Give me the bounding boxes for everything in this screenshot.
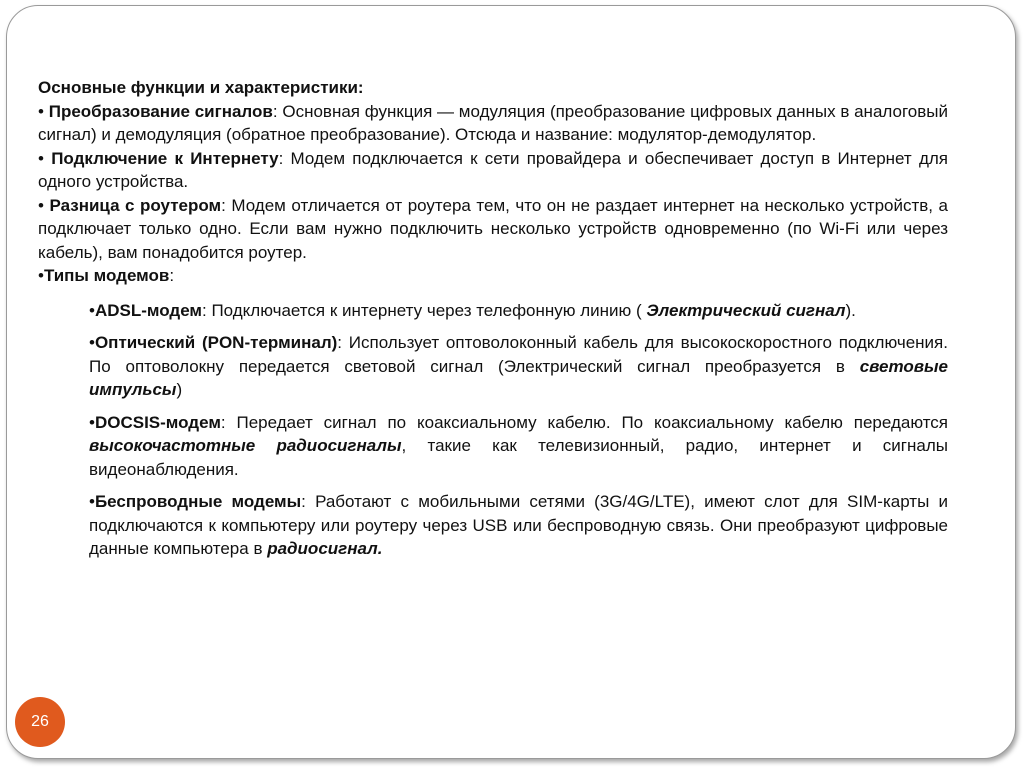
modem-type-optical bbox=[89, 331, 948, 402]
modem-type-text: : Использует оптоволоконный кабель для высокоскоростного подключения. По оптоволокну передается световой сигнал (Электрический сигнал преобразуется в bbox=[89, 333, 948, 376]
modem-type-label: DOCSIS-модем bbox=[94, 412, 221, 432]
list-item-router-difference bbox=[38, 194, 948, 265]
modem-type-docsis bbox=[89, 411, 948, 482]
types-title bbox=[38, 264, 948, 288]
modem-type-label: Беспроводные модемы bbox=[94, 492, 302, 511]
modem-type-text: : Работают с мобильными сетями (3G/4G/LTE), имеют слот для SIM-карты и подключаются к компьютеру или роутеру через USB или беспроводную связь. Они преобразуют цифровые данные компьютера в bbox=[89, 492, 948, 558]
modem-type-emphasis: Электрический сигнал bbox=[646, 300, 846, 320]
item-text: Модем отличается от роутера тем, что он не раздает интернет на несколько устройств, а подключает только одно. Если вам нужно подключить несколько устройств одновременно (по Wi-Fi или через кабель), вам понадобится роутер. bbox=[38, 195, 948, 262]
bullet: • bbox=[38, 266, 44, 285]
modem-type-label: ADSL-модем bbox=[94, 300, 202, 320]
item-separator: : bbox=[278, 148, 291, 168]
modem-type-wireless bbox=[89, 490, 948, 561]
modem-type-label: Оптический (PON-терминал) bbox=[94, 333, 338, 352]
slide-content bbox=[38, 76, 948, 561]
bullet: • bbox=[89, 300, 95, 320]
bullet: • bbox=[89, 333, 95, 352]
item-label: Преобразование сигналов bbox=[48, 101, 273, 121]
list-item-internet-connection bbox=[38, 147, 948, 194]
item-text: Основная функция — модуляция (преобразование цифровых данных в аналоговый сигнал) и демодуляция (обратное преобразование). Отсюда и название: модулятор-демодулятор. bbox=[38, 101, 948, 144]
modem-type-text: : Передает сигнал по коаксиальному кабелю. По коаксиальному кабелю передаются bbox=[220, 412, 948, 432]
bullet: • bbox=[38, 148, 52, 168]
modem-type-emphasis: радиосигнал. bbox=[267, 539, 383, 558]
item-separator: : bbox=[221, 195, 232, 215]
modem-type-emphasis: высокочастотные радиосигналы bbox=[89, 436, 402, 455]
bullet: • bbox=[38, 101, 49, 121]
types-title-separator: : bbox=[169, 266, 175, 285]
page-number-badge: 26 bbox=[15, 697, 65, 747]
list-item-signal-conversion bbox=[38, 100, 948, 147]
types-title-label: Типы модемов bbox=[43, 266, 170, 285]
bullet: • bbox=[89, 412, 95, 432]
modem-type-tail: ). bbox=[845, 300, 856, 320]
slide-heading: Основные функции и характеристики: bbox=[38, 78, 364, 97]
item-label: Разница с роутером bbox=[49, 195, 222, 215]
bullet: • bbox=[38, 195, 50, 215]
bullet: • bbox=[89, 492, 95, 511]
item-label: Подключение к Интернету bbox=[51, 148, 279, 168]
modem-type-tail: , такие как телевизионный, радио, интернет и сигналы видеонаблюдения. bbox=[89, 436, 948, 479]
item-separator: : bbox=[272, 101, 283, 121]
modem-type-emphasis: световые импульсы bbox=[89, 356, 948, 399]
modem-types-list bbox=[89, 299, 948, 561]
modem-type-text: : Подключается к интернету через телефонную линию ( bbox=[202, 300, 647, 320]
modem-type-tail: ) bbox=[176, 380, 183, 399]
item-text: Модем подключается к сети провайдера и обеспечивает доступ в Интернет для одного устройства. bbox=[38, 148, 948, 191]
modem-type-adsl bbox=[89, 299, 948, 323]
